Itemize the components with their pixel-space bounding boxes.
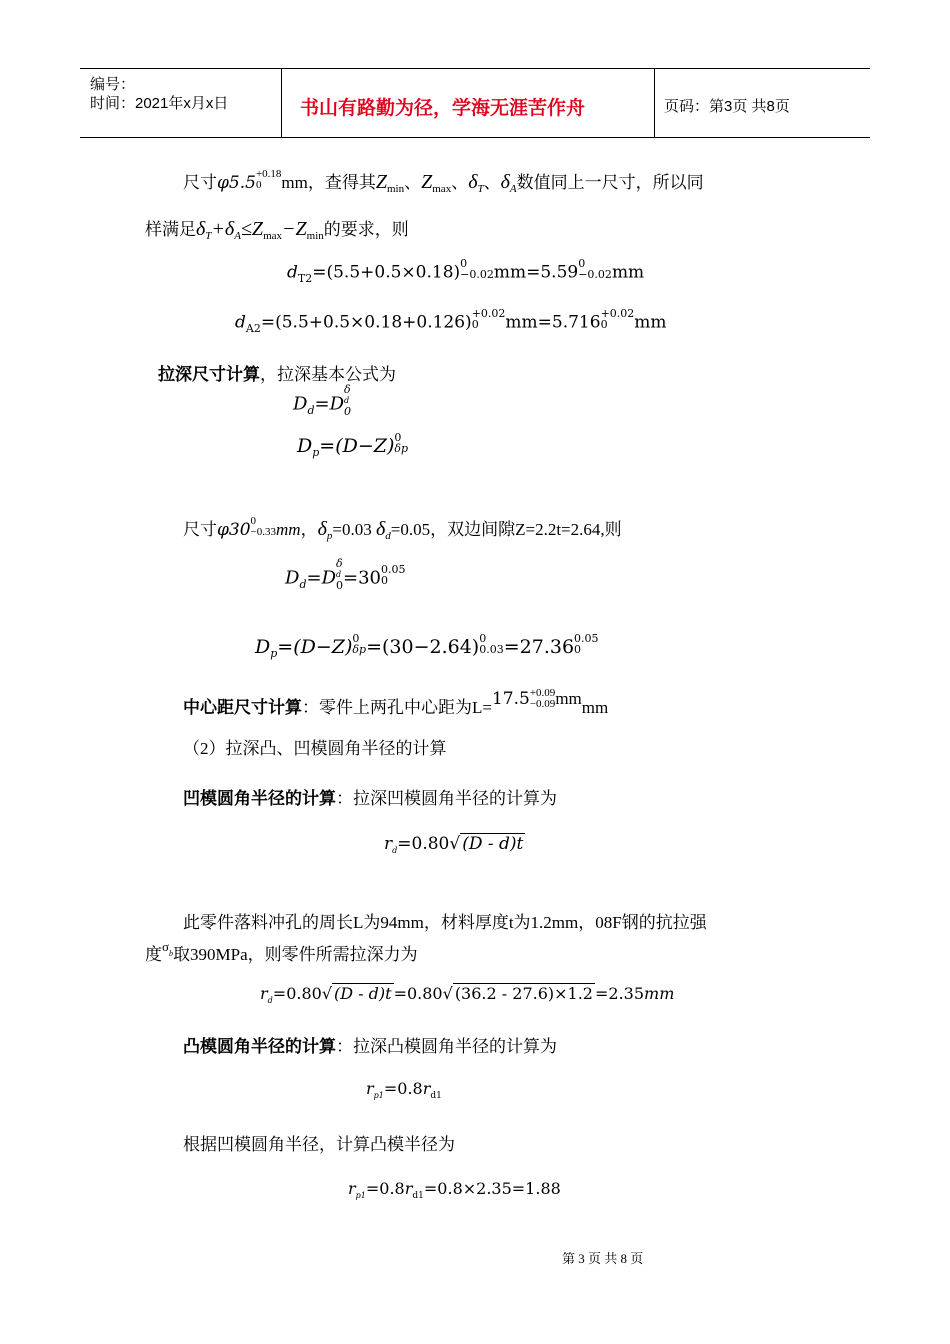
sup: 0 xyxy=(394,431,402,444)
symbol: d xyxy=(287,262,298,283)
symbol: r xyxy=(348,1179,356,1198)
text: 度 xyxy=(145,945,162,964)
symbol: r xyxy=(404,1179,413,1198)
expression: =2.35 xyxy=(594,984,645,1003)
value: =0.03 xyxy=(332,520,372,539)
symbol: δ xyxy=(500,171,510,193)
tolerance xyxy=(381,564,406,586)
text: 的要求，则 xyxy=(323,220,409,239)
page-label: 页码：第3页 共8页 xyxy=(664,98,790,115)
tol-low: 0 xyxy=(600,318,608,331)
text: 、 xyxy=(451,173,469,192)
radicand: (D - d)t xyxy=(334,984,392,1003)
sup: 0 xyxy=(479,632,487,645)
expression: =(30−2.64) xyxy=(366,636,480,658)
sub: 0 xyxy=(344,405,352,418)
symbol: D xyxy=(285,567,300,589)
tol-low: −0.33 xyxy=(250,526,277,539)
symbol: Z xyxy=(421,171,433,193)
expression: =0.8 xyxy=(383,1079,423,1098)
unit: mm xyxy=(555,689,582,708)
text: 数值同上一尺寸，所以同 xyxy=(516,173,704,192)
symbol: +δ xyxy=(211,218,235,240)
sub: δp xyxy=(352,643,367,656)
tol-low: 0 xyxy=(471,318,479,331)
tolerance xyxy=(530,688,555,710)
text: 、 xyxy=(483,173,501,192)
text: 尺寸 xyxy=(183,520,217,539)
symbol: ≤Z xyxy=(240,218,264,240)
symbol: δ xyxy=(468,171,478,193)
tol-low: 0 xyxy=(381,573,388,587)
subscript: T xyxy=(477,183,484,195)
para2 xyxy=(183,515,622,542)
tolerance xyxy=(601,308,635,330)
subscript: max xyxy=(263,230,283,242)
symbol: δ xyxy=(317,518,327,540)
symbol: σ xyxy=(162,939,170,954)
value: =0.05，双边间隙Z=2.2t=2.64,则 xyxy=(390,520,622,539)
subscript: A xyxy=(234,230,241,242)
expression: =(D−Z) xyxy=(319,435,395,457)
subscript: p xyxy=(312,446,320,459)
symbol: δ xyxy=(196,218,206,240)
subscript: max xyxy=(432,183,452,195)
equation-Dd2 xyxy=(285,557,406,595)
equation-Dd: $D_d=D$ δ d 0 xyxy=(293,383,352,418)
equation-rp1 xyxy=(366,1079,442,1101)
tol-up: +0.02 xyxy=(600,307,635,320)
expression: =0.80 xyxy=(397,834,450,854)
tolerance xyxy=(460,258,494,280)
symbol: r xyxy=(384,834,393,854)
tol-low: 0 xyxy=(255,179,262,192)
expression: =0.80 xyxy=(272,984,322,1003)
symbol: δ xyxy=(375,518,386,540)
tol-low: −0.09 xyxy=(529,698,556,711)
subscript: d xyxy=(392,846,398,855)
subscript: b xyxy=(169,949,174,958)
para3-line2 xyxy=(145,940,418,965)
para1-line2 xyxy=(145,215,409,241)
subscript: min xyxy=(387,183,405,195)
text: ：零件上两孔中心距为L= xyxy=(302,698,492,717)
equation-Dp xyxy=(297,431,409,459)
exponent xyxy=(344,384,351,417)
serial-label: 编号： xyxy=(90,76,136,93)
para1-line1 xyxy=(183,168,704,195)
unit: mm xyxy=(644,984,675,1003)
subscript: A2 xyxy=(245,321,261,335)
expression: =0.8 xyxy=(365,1179,405,1198)
subscript: d xyxy=(267,996,273,1005)
subscript: p1 xyxy=(355,1191,366,1200)
expression: =0.80 xyxy=(393,984,443,1003)
unit: mm xyxy=(581,698,609,717)
sup-sub: d xyxy=(344,396,350,405)
dimension: φ30 xyxy=(217,520,251,540)
drawing-heading xyxy=(158,360,396,385)
expression: =27.36 xyxy=(503,636,575,658)
tol-low: −0.02 xyxy=(460,268,494,281)
text: mm，查得其 xyxy=(281,173,376,192)
symbol: r xyxy=(366,1079,374,1098)
text: 取390MPa，则零件所需拉深力为 xyxy=(173,945,418,964)
sup: δ xyxy=(336,557,343,570)
header-motto: 书山有路勤为径，学海无涯苦作舟 xyxy=(300,97,586,119)
tolerance xyxy=(256,169,281,191)
subscript: d xyxy=(307,403,315,417)
text: ：拉深凹模圆角半径的计算为 xyxy=(336,789,557,808)
symbol: D xyxy=(297,435,313,457)
subscript: T2 xyxy=(297,271,313,285)
expression: =(5.5+0.5×0.18+0.126) xyxy=(260,312,472,333)
radicand: (36.2 - 27.6)×1.2 xyxy=(454,984,593,1003)
para3-line1: 此零件落料冲孔的周长L为94mm，材料厚度t为1.2mm，08F钢的抗拉强 xyxy=(183,913,707,932)
expression: mm=5.59 xyxy=(493,262,579,283)
tol-up: 0 xyxy=(250,515,257,528)
text: ，拉深基本公式为 xyxy=(260,365,396,384)
symbol: d xyxy=(235,312,246,333)
equation-dA2 xyxy=(235,307,667,335)
expression: =0.8×2.35=1.88 xyxy=(423,1179,561,1198)
tolerance xyxy=(251,516,276,538)
text: 尺寸 xyxy=(183,173,217,192)
unit: mm xyxy=(634,312,667,333)
tol-up: 0 xyxy=(460,257,468,270)
tol-up: 0 xyxy=(578,257,586,270)
center-heading xyxy=(183,687,609,720)
para4: 根据凹模圆角半径，计算凸模半径为 xyxy=(183,1135,455,1154)
expression: =(5.5+0.5×0.18) xyxy=(312,262,461,283)
subscript: d1 xyxy=(430,1091,442,1101)
subscript: d xyxy=(299,577,307,591)
heading-bold: 中心距尺寸计算 xyxy=(183,698,302,717)
value: 17.5 xyxy=(491,689,530,709)
equation-rp1b xyxy=(348,1179,561,1201)
symbol: Z xyxy=(375,171,387,193)
subscript: p1 xyxy=(373,1091,384,1100)
exponent xyxy=(352,633,366,655)
symbol: r xyxy=(260,984,268,1003)
sub: 0 xyxy=(336,579,343,592)
tolerance xyxy=(574,633,599,655)
tol-up: 0.05 xyxy=(574,632,599,645)
heading-bold: 凸模圆角半径的计算 xyxy=(183,1037,336,1056)
sup-sub: d xyxy=(336,570,342,579)
tol-up: +0.18 xyxy=(255,168,282,181)
tolerance xyxy=(472,308,506,330)
tol-low: 0 xyxy=(574,643,582,656)
text: 、 xyxy=(404,173,422,192)
expression: =(D−Z) xyxy=(277,636,353,658)
tol-up: +0.09 xyxy=(529,687,556,700)
equation-rd: $r_d=0.80√$ (D - d)t xyxy=(384,834,524,855)
subscript: d1 xyxy=(412,1191,424,1201)
exponent xyxy=(336,558,343,591)
punch-heading xyxy=(183,1032,557,1057)
heading-bold: 拉深尺寸计算 xyxy=(158,365,260,384)
unit: mm xyxy=(276,520,301,539)
unit: mm xyxy=(611,262,645,283)
symbol: −Z xyxy=(282,218,307,240)
die-heading xyxy=(183,784,557,809)
page-footer: 第 3 页 共 8 页 xyxy=(562,1251,644,1266)
exponent xyxy=(394,432,408,454)
exponent xyxy=(479,633,504,655)
symbol: r xyxy=(422,1079,431,1098)
equation-rd2: $r_d=0.80√$ (D - d)t =0.80√ (36.2 - 27.6)×1.2 =2.35mm xyxy=(260,984,675,1005)
page-header xyxy=(80,68,870,138)
tolerance xyxy=(578,258,612,280)
tol-low: −0.02 xyxy=(578,268,612,281)
section-2-title: （2）拉深凸、凹模圆角半径的计算 xyxy=(183,739,447,758)
sup: δ xyxy=(344,383,351,396)
text: ， xyxy=(300,520,318,539)
sub: 0.03 xyxy=(479,643,504,656)
text: 样满足 xyxy=(145,220,196,239)
subscript: A xyxy=(509,183,517,195)
expression: mm=5.716 xyxy=(505,312,601,333)
tol-up: 0.05 xyxy=(381,562,406,576)
time-label: 时间：2021年x月x日 xyxy=(90,95,229,112)
header-divider xyxy=(281,69,282,137)
tol-up: +0.02 xyxy=(471,307,506,320)
radicand: (D - d)t xyxy=(462,834,524,854)
symbol: D xyxy=(293,393,308,415)
header-divider xyxy=(654,69,655,137)
expression: =30 xyxy=(343,567,381,589)
equation-Dp2 xyxy=(255,632,599,660)
equation-dT2 xyxy=(287,257,645,285)
subscript: p xyxy=(270,647,278,660)
dimension: φ5.5 xyxy=(217,173,256,193)
subscript: d xyxy=(385,530,391,542)
sup: 0 xyxy=(352,632,360,645)
subscript: p xyxy=(326,530,333,542)
subscript: min xyxy=(306,230,324,242)
sub: δp xyxy=(394,442,409,455)
expression: =D xyxy=(306,567,336,589)
heading-bold: 凹模圆角半径的计算 xyxy=(183,789,336,808)
subscript: T xyxy=(205,230,212,242)
symbol: D xyxy=(255,636,271,658)
text: ：拉深凸模圆角半径的计算为 xyxy=(336,1037,557,1056)
